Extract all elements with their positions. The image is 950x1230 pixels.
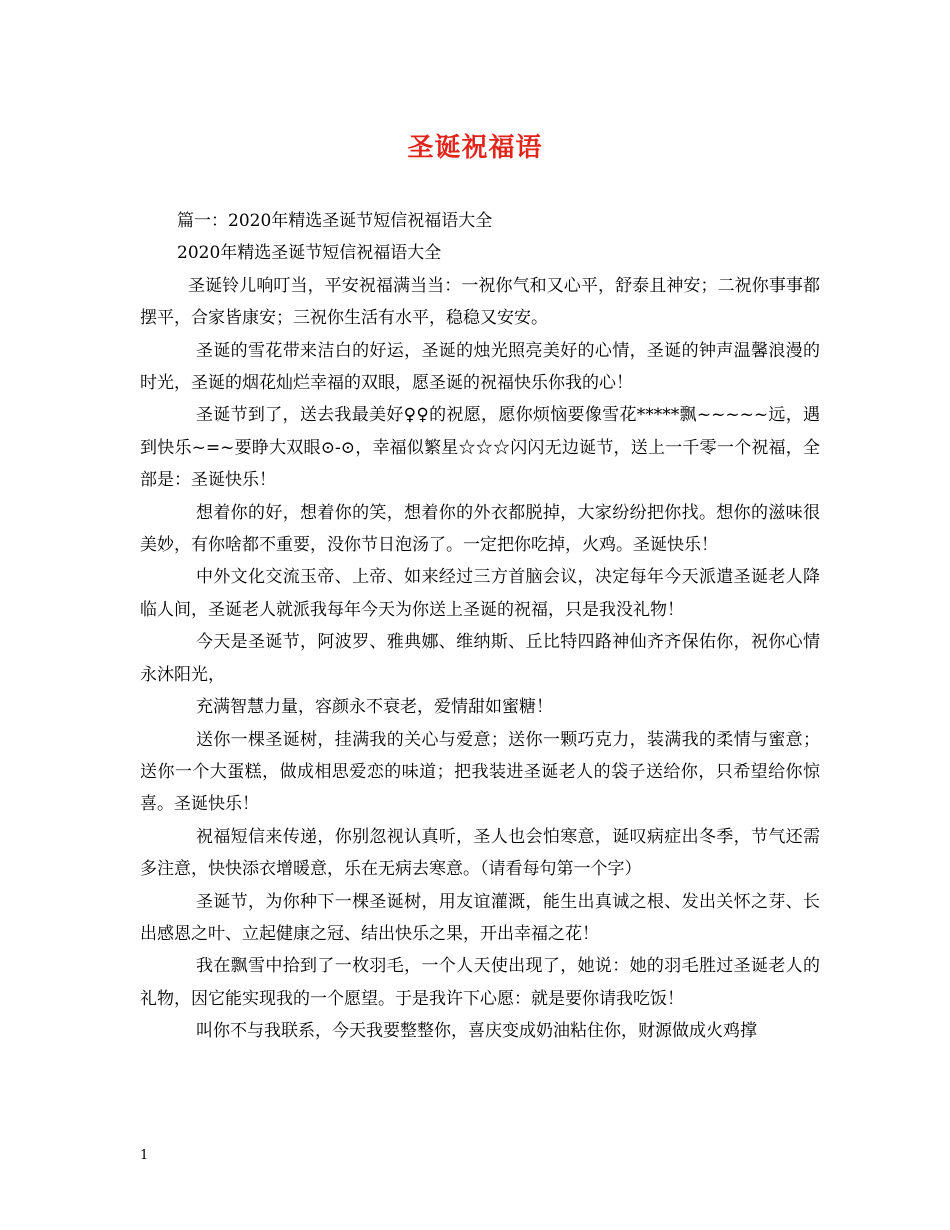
subheading: 2020年精选圣诞节短信祝福语大全 (177, 243, 442, 264)
paragraph: 今天是圣诞节，阿波罗、雅典娜、维纳斯、丘比特四路神仙齐齐保佑你，祝你心情永沐阳光， (140, 632, 820, 685)
paragraph: 送你一棵圣诞树，挂满我的关心与爱意；送你一颗巧克力，装满我的柔情与蜜意；送你一个大蛋糕，做成相思爱恋的味道；把我装进圣诞老人的袋子送给你，只希望给你惊喜。圣诞快乐！ (140, 729, 820, 815)
paragraph: 圣诞的雪花带来洁白的好运，圣诞的烛光照亮美好的心情，圣诞的钟声温馨浪漫的时光，圣诞的烟花灿烂幸福的双眼，愿圣诞的祝福快乐你我的心！ (140, 340, 820, 394)
paragraph: 想着你的好，想着你的笑，想着你的外衣都脱掉，大家纷纷把你找。想你的滋味很美妙，有你啥都不重要，没你节日泡汤了。一定把你吃掉，火鸡。圣诞快乐！ (140, 502, 820, 556)
paragraph: 圣诞铃儿响叮当，平安祝福满当当：一祝你气和又心平，舒泰且神安；二祝你事事都摆平，合家皆康安；三祝你生活有水平，稳稳又安安。 (140, 275, 820, 329)
paragraph: 祝福短信来传递，你别忽视认真听，圣人也会怕寒意，诞叹病症出冬季，节气还需多注意，快快添衣增暖意，乐在无病去寒意。（请看每句第一个字） (140, 826, 820, 880)
section-heading: 篇一：2020年精选圣诞节短信祝福语大全 (177, 211, 493, 231)
paragraph: 圣诞节，为你种下一棵圣诞树，用友谊灌溉，能生出真诚之根、发出关怀之芽、长出感恩之叶、立起健康之冠、结出快乐之果，开出幸福之花！ (140, 891, 820, 944)
paragraph: 我在飘雪中拾到了一枚羽毛，一个人天使出现了，她说：她的羽毛胜过圣诞老人的礼物，因它能实现我的一个愿望。于是我许下心愿：就是要你请我吃饭！ (140, 956, 820, 1009)
paragraph: 中外文化交流玉帝、上帝、如来经过三方首脑会议，决定每年今天派遣圣诞老人降临人间，圣诞老人就派我每年今天为你送上圣诞的祝福，只是我没礼物！ (140, 567, 820, 620)
paragraph: 叫你不与我联系，今天我要整整你，喜庆变成奶油粘住你，财源做成火鸡撑 (196, 1021, 757, 1042)
paragraph: 圣诞节到了，送去我最美好♀♀的祝愿，愿你烦恼要像雪花*****飘~~~~~远，遇到快乐~=~要睁大双眼⊙-⊙，幸福似繁星☆☆☆闪闪无边诞节，送上一千零一个祝福，全部是：圣诞快乐！ (140, 405, 820, 491)
document-body (140, 205, 820, 1048)
paragraph: 充满智慧力量，容颜永不衰老，爱情甜如蜜糖！ (196, 697, 553, 718)
page-number: 1 (140, 1148, 149, 1163)
document-title: 圣诞祝福语 (407, 133, 543, 163)
